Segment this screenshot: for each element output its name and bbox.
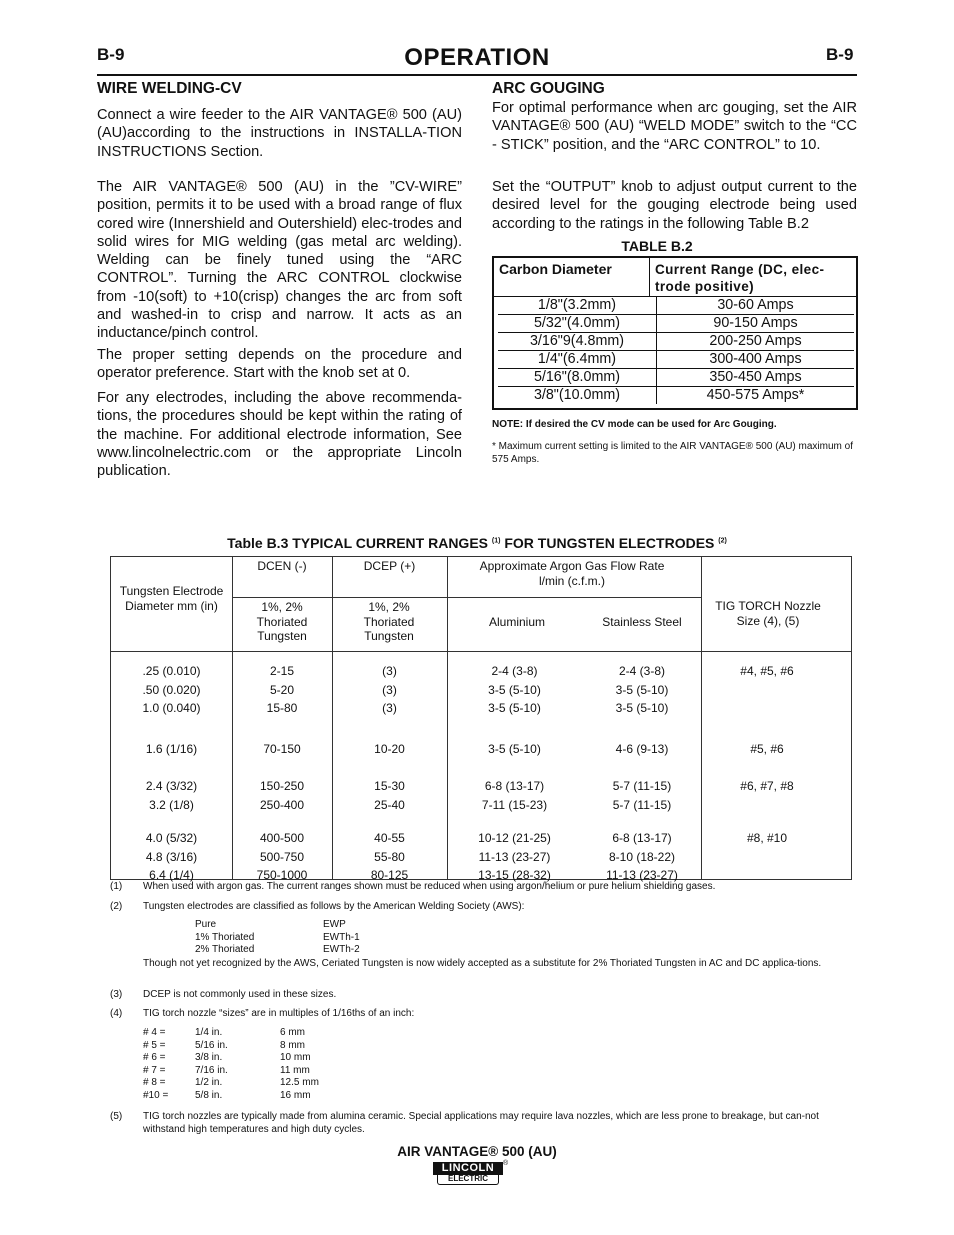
t3-value: 150-250 [259,779,305,793]
table-b2-row [498,333,854,351]
table-b2-range: 450-575 Amps* [706,387,805,403]
t3-value: 3.2 (1/8) [149,797,194,812]
t3-value: 4-6 (9-13) [615,742,669,756]
t3-value: 2-15 [269,664,295,678]
arc-gouging-heading: ARC GOUGING [492,80,605,97]
t3-value: 70-150 [263,742,301,756]
table-b2-range: 200-250 Amps [657,333,855,351]
nozzle-mm: 12.5 mm [280,1077,319,1089]
aws-row [195,944,395,957]
table-b3-sup1: (1) [491,537,501,545]
nozzle-inch: 5/8 in. [195,1089,223,1101]
nozzle-mm: 11 mm [280,1064,310,1076]
table-b2-footnote: * Maximum current setting is limited to the AIR VANTAGE® 500 (AU) maximum of 575 Amps. [492,441,853,465]
table-b2-diameter: 3/16"9(4.8mm) [498,333,657,351]
t3-value: 2.4 (3/32) [145,779,198,793]
t3-value: 3-5 (5-10) [488,682,541,697]
nozzle-inch: 1/4 in. [195,1027,223,1038]
fn4-text: TIG torch nozzle “sizes” are in multiples of 1/16ths of an inch: [143,1008,415,1019]
t3-value: 750-1000 [256,868,308,882]
t3-value: 3-5 (5-10) [488,701,541,715]
nozzle-number: # 8 = [143,1077,166,1089]
t3-value: 11-13 (23-27) [478,849,551,864]
table-b2-header-diameter: Carbon Diameter [494,258,650,297]
t3-cell-dcep [332,740,447,759]
t3-value: 3-5 (5-10) [615,682,669,697]
t3-value: 6-8 (13-17) [612,831,672,845]
fn2-mark: (2) [110,901,123,912]
nozzle-mm: 16 mm [280,1089,311,1101]
t3-value: 15-30 [374,779,405,793]
t3-value: 55-80 [374,849,405,864]
header-rule [97,74,857,76]
t3-cell-dcen [232,662,332,718]
t3-cell-dcen [232,829,332,885]
t3-value: 5-7 (11-15) [612,779,672,793]
t3-h-aluminium: Aluminium [488,615,545,629]
table-b3-title-a: Table B.3 TYPICAL CURRENT RANGES [227,535,489,551]
nozzle-mm: 6 mm [280,1027,305,1038]
t3-value: 400-500 [259,831,305,845]
t3-value: 1.6 (1/16) [145,742,198,756]
t3-value: 8-10 (18-22) [608,849,676,864]
nozzle-number: # 6 = [143,1052,166,1064]
t3-value: 25-40 [374,797,405,812]
arc-gouging-p2: Set the “OUTPUT” knob to adjust output current to the desired level for the gouging electrode being used according to the ratings in the following Table B.2 [492,179,857,232]
nozzle-mm: 10 mm [280,1052,311,1064]
nozzle-size-row [143,1052,343,1065]
t3-h-nozzle: TIG TORCH Nozzle Size (4), (5) [715,599,821,628]
fn3-text: DCEP is not commonly used in these sizes. [143,989,337,1000]
nozzle-size-row [143,1077,343,1090]
t3-value: .25 (0.010) [142,664,201,678]
t3-value: 3-5 (5-10) [615,701,669,715]
t3-value: (3) [382,664,397,678]
t3-cell-dcep [332,829,447,885]
table-b2-header-range: Current Range (DC, elec-trode positive) [650,258,856,297]
t3-h-gas: Approximate Argon Gas Flow Rate l/min (c.f.m.) [479,559,665,588]
t3-value: 10-12 (21-25) [478,831,551,845]
wire-welding-heading: WIRE WELDING-CV [97,80,242,97]
t3-cell-dcen [232,740,332,759]
page-code-right: B-9 [826,45,854,64]
t3-value: 5-20 [269,682,295,697]
t3-value: 10-20 [374,742,405,756]
aws-code: EWTh-1 [323,931,360,943]
aws-classification-list [195,919,395,957]
aws-type: 2% Thoriated [195,944,255,955]
aws-code: EWP [323,919,346,930]
table-b2-range: 30-60 Amps [657,297,855,315]
table-b2-body [498,297,854,404]
nozzle-number: # 7 = [143,1064,166,1076]
lincoln-electric-logo [433,1162,507,1186]
table-b3-title-b: FOR TUNGSTEN ELECTRODES [504,535,715,551]
t3-value: 13-15 (28-32) [478,868,551,882]
t3-value: (3) [382,682,397,697]
nozzle-size-list [143,1027,343,1103]
table-b2-note: NOTE: If desired the CV mode can be used for Arc Gouging. [492,419,777,430]
table-b3 [110,556,852,880]
nozzle-inch: 3/8 in. [195,1052,223,1064]
table-b3-title [0,535,954,551]
page-title: OPERATION [404,44,550,71]
t3-value: .50 (0.020) [142,682,201,697]
t3-cell-ss [567,829,717,885]
fn3-mark: (3) [110,989,123,1000]
fn5-mark: (5) [110,1111,123,1122]
table-b2-range: 300-400 Amps [657,351,855,369]
t3-cell-ss [567,777,717,814]
aws-row [195,919,395,932]
t3-cell-alu [447,740,582,759]
fn2-text: Tungsten electrodes are classified as follows by the American Welding Society (AWS): [143,901,525,912]
aws-type: 1% Thoriated [195,931,255,943]
t3-value: 7-11 (15-23) [481,797,548,812]
t3-value: 2-4 (3-8) [618,664,665,678]
nozzle-inch: 7/16 in. [195,1064,228,1076]
table-b2-title: TABLE B.2 [621,238,693,254]
nozzle-mm: 8 mm [280,1039,305,1051]
t3-cell-noz [701,740,833,759]
t3-cell-dcen [232,777,332,814]
t3-cell-ss [567,740,717,759]
table-b2-row [498,369,854,387]
t3-value: #4, #5, #6 [740,664,794,678]
t3-value: #5, #6 [750,742,784,756]
table-b2-row [498,315,854,333]
t3-cell-noz [701,829,833,848]
nozzle-number: # 4 = [143,1027,166,1038]
logo-reg: ® [503,1160,509,1167]
t3-value: (3) [382,701,397,715]
wire-welding-p2: The AIR VANTAGE® 500 (AU) in the ”CV-WIRE” position, permits it to be used with a broad range of flux cored wire (Innershield and Outershield) elec-trodes and solid wires for MIG welding (gas metal arc welding). Welding can be finely tuned using the “ARC CONTROL”. Turning the ARC CONTROL clockwise from -10(soft) to +10(crisp) changes the arc from soft and washed-in to crisp and narrow. It acts as an inductance/pinch control. [97,179,462,342]
wire-welding-p1: Connect a wire feeder to the AIR VANTAGE® 500 (AU) (AU)according to the instructions in INSTALLA-TION INSTRUCTIONS Section. [97,107,462,160]
table-b2-range: 90-150 Amps [657,315,855,333]
nozzle-inch: 5/16 in. [195,1039,228,1051]
table-b2-diameter: 1/8"(3.2mm) [498,297,657,315]
footer-product: AIR VANTAGE® 500 (AU) [397,1144,557,1159]
aws-code: EWTh-2 [323,944,360,955]
table-b2-diameter: 5/16"(8.0mm) [498,369,657,387]
t3-cell-diam [111,777,232,814]
wire-welding-p4: For any electrodes, including the above recommenda-tions, the procedures should be kept within the rating of the machine. For additional electrode information, See www.lincolnelectric.com or the appropriate Lincoln publication. [97,390,462,480]
t3-value: 4.8 (3/16) [145,849,198,864]
nozzle-size-row [143,1027,343,1040]
nozzle-size-row [143,1090,343,1103]
t3-h-thoriated-1: 1%, 2% Thoriated Tungsten [256,600,308,644]
t3-value: 500-750 [259,849,305,864]
nozzle-number: #10 = [143,1089,169,1101]
page-code-left: B-9 [97,45,125,64]
t3-value: 80-125 [370,868,409,882]
table-b2-row [498,351,854,369]
t3-cell-diam [111,829,232,885]
t3-h-dcep: DCEP (+) [363,559,416,573]
fn1-text: When used with argon gas. The current ranges shown must be reduced when using argon/helium or pure helium shielding gases. [143,881,716,892]
t3-cell-dcep [332,662,447,718]
table-b2-diameter: 3/8"(10.0mm) [498,387,657,405]
nozzle-inch: 1/2 in. [195,1077,223,1089]
t3-value: 4.0 (5/32) [145,831,198,845]
t3-h-dcen: DCEN (-) [257,559,307,573]
t3-cell-alu [447,829,582,885]
t3-cell-noz [701,777,833,796]
t3-value: 3-5 (5-10) [488,742,541,756]
t3-value: 250-400 [259,797,305,812]
nozzle-size-row [143,1065,343,1078]
t3-value: #6, #7, #8 [740,779,794,793]
fn4-mark: (4) [110,1008,123,1019]
t3-cell-alu [447,662,582,718]
t3-value: #8, #10 [746,831,788,845]
t3-value: 15-80 [266,701,298,715]
t3-value: 1.0 (0.040) [142,701,201,715]
t3-cell-dcep [332,777,447,814]
t3-cell-diam [111,740,232,759]
logo-top: LINCOLN [433,1162,503,1175]
fn2-ceriated: Though not yet recognized by the AWS, Ceriated Tungsten is now widely accepted as a substitute for 2% Thoriated Tungsten in AC and DC applica-tions. [143,958,822,969]
table-b2-diameter: 5/32"(4.0mm) [498,315,657,333]
fn1-mark: (1) [110,881,123,892]
nozzle-number: # 5 = [143,1039,166,1051]
t3-h-diameter: Tungsten Electrode Diameter mm (in) [119,584,224,613]
t3-h-stainless: Stainless Steel [602,615,682,629]
t3-cell-noz [701,662,833,681]
table-b2 [492,256,858,410]
table-b2-diameter: 1/4"(6.4mm) [498,351,657,369]
t3-value: 40-55 [374,831,405,845]
table-b2-row [498,297,854,315]
t3-value: 5-7 (11-15) [612,797,672,812]
fn5-text: TIG torch nozzles are typically made from alumina ceramic. Special applications may require lava nozzles, which are less prone to breakage, but can-not withstand high temperatures and high duty cycles. [143,1111,819,1135]
t3-cell-diam [111,662,232,718]
t3-value: 11-13 (23-27) [606,868,678,882]
aws-type: Pure [195,919,217,930]
t3-h-thoriated-2: 1%, 2% Thoriated Tungsten [363,600,415,644]
table-b2-row [498,387,854,405]
t3-cell-alu [447,777,582,814]
t3-cell-ss [567,662,717,718]
aws-row [195,932,395,945]
t3-value: 6.4 (1/4) [149,868,194,882]
nozzle-size-row [143,1040,343,1053]
table-b2-range: 350-450 Amps [657,369,855,387]
wire-welding-p3: The proper setting depends on the procedure and operator preference. Start with the knob set at 0. [97,347,462,382]
t3-value: 6-8 (13-17) [484,779,545,793]
table-b3-sup2: (2) [718,537,727,545]
t3-value: 2-4 (3-8) [491,664,538,678]
logo-bottom: ELECTRIC [437,1174,499,1185]
arc-gouging-p1: For optimal performance when arc gouging, set the AIR VANTAGE® 500 (AU) “WELD MODE” switch to the “CC - STICK” position, and the “ARC CONTROL” to 10. [492,100,857,153]
